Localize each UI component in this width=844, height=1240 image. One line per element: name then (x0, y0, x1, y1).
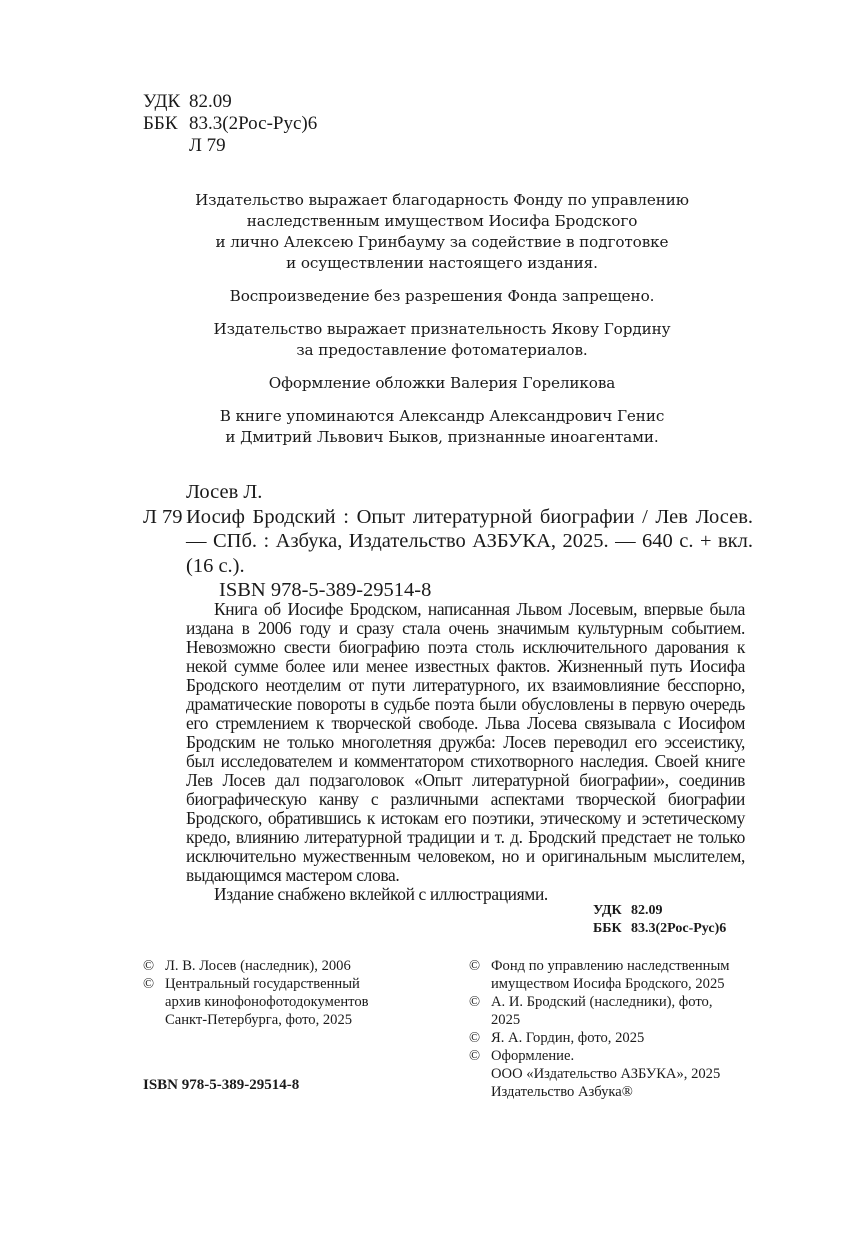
credit-line: и Дмитрий Львович Быков, признанные иноагентами. (225, 428, 659, 446)
credit-line: Воспроизведение без разрешения Фонда запрещено. (229, 287, 655, 305)
bbk-label: ББК (593, 921, 622, 936)
copyright-line: Оформление. (491, 1048, 575, 1064)
copyright-icon: © (469, 1048, 481, 1064)
credit-line: и лично Алексею Гринбауму за содействие в подготовке (215, 233, 669, 251)
copyright-text (491, 1047, 720, 1101)
copyright-right (469, 957, 769, 1101)
isbn-bottom: ISBN 978-5-389-29514-8 (143, 1077, 300, 1093)
udk-label: УДК (143, 91, 181, 112)
copyright-icon: © (143, 976, 155, 992)
copyright-text (165, 975, 369, 1029)
bbk-label: ББК (143, 113, 178, 134)
copyright-line: имуществом Иосифа Бродского, 2025 (491, 976, 725, 992)
credit-paragraph (150, 319, 734, 361)
copyright-line: 2025 (491, 1012, 521, 1028)
udk-row (593, 902, 726, 920)
card-author: Лосев Л. (186, 481, 263, 503)
bbk-row (593, 920, 726, 938)
bbk-value: 83.3(2Рос-Рус)6 (189, 113, 318, 134)
copyright-line: Фонд по управлению наследственным (491, 958, 730, 974)
card-entry (143, 505, 753, 579)
copyright-line: Л. В. Лосев (наследник), 2006 (165, 958, 351, 974)
credit-paragraph (150, 373, 734, 394)
copyright-item (469, 957, 769, 993)
credit-paragraph (150, 286, 734, 307)
annotation (186, 600, 745, 904)
udk-value: 82.09 (631, 903, 663, 918)
credits-block (150, 190, 734, 460)
copyright-icon: © (469, 994, 481, 1010)
udk-label: УДК (593, 903, 622, 918)
copyright-line: Санкт-Петербурга, фото, 2025 (165, 1012, 353, 1028)
copyright-line: Я. А. Гордин, фото, 2025 (491, 1030, 645, 1046)
card-isbn: ISBN 978-5-389-29514-8 (219, 579, 432, 601)
credit-line: и осуществлении настоящего издания. (286, 254, 598, 272)
copyright-item (469, 993, 769, 1029)
card-code: Л 79 (143, 505, 183, 528)
copyright-icon: © (143, 958, 155, 974)
author-sign: Л 79 (189, 135, 226, 156)
bbk-row (143, 113, 317, 135)
copyright-icon: © (469, 1030, 481, 1046)
copyright-text (165, 957, 351, 975)
copyright-item (469, 1047, 769, 1101)
classification-bottom (593, 902, 726, 938)
copyright-text (491, 993, 712, 1029)
copyright-line: Издательство Азбука® (491, 1084, 633, 1100)
copyright-text (491, 1029, 644, 1047)
copyright-item (469, 1029, 769, 1047)
bibliographic-card (143, 480, 753, 603)
copyright-line: архив кинофонофотодокументов (165, 994, 369, 1010)
annotation-paragraph: Издание снабжено вклейкой с иллюстрациями. (214, 884, 548, 904)
credit-paragraph (150, 406, 734, 448)
classification-top (143, 91, 317, 157)
annotation-paragraph: Книга об Иосифе Бродском, написанная Львом Лосевым, впервые была издана в 2006 году и сразу стала очень значимым культурным событием. Невозможно свести биографию поэта столь исключительного дарования к некой сумме более или менее известных фактов. Жизненный путь Иосифа Бродского неотделим от пути литературного, их взаимовлияние бесспорно, драматические повороты в судьбе поэта были обусловлены в первую очередь его стремлением к творческой свободе. Льва Лосева связывала с Иосифом Бродским не только многолетняя дружба: Лосев переводил его эссеистику, был исследователем и комментатором стихотворного наследия. Своей книге Лев Лосев дал подзаголовок «Опыт литературной биографии», соединив биографическую канву с различными аспектами творческой биографии Бродского, обратившись к истокам его поэтики, этическому и эстетическому кредо, влиянию литературной традиции и т. д. Бродский предстает не только исключительно мужественным человеком, но и оригинальным мыслителем, выдающимся мастером слова. (186, 599, 745, 885)
copyright-text (491, 957, 730, 993)
copyright-item (143, 957, 443, 975)
copyright-line: Центральный государственный (165, 976, 360, 992)
copyright-line: А. И. Бродский (наследники), фото, (491, 994, 713, 1010)
udk-value: 82.09 (189, 91, 232, 112)
credit-line: Издательство выражает благодарность Фонду по управлению (195, 191, 689, 209)
bbk-value: 83.3(2Рос-Рус)6 (631, 921, 727, 936)
copyright-line: ООО «Издательство АЗБУКА», 2025 (491, 1066, 721, 1082)
credit-line: Оформление обложки Валерия Гореликова (268, 374, 616, 392)
credit-line: наследственным имуществом Иосифа Бродского (246, 212, 638, 230)
credit-line: В книге упоминаются Александр Александрович Генис (219, 407, 665, 425)
credit-paragraph (150, 190, 734, 274)
udk-row (143, 91, 317, 113)
copyright-item (143, 975, 443, 1029)
copyright-icon: © (469, 958, 481, 974)
credit-line: Издательство выражает признательность Якову Гордину (213, 320, 671, 338)
card-entry-text: Иосиф Бродский : Опыт литературной биографии / Лев Лосев. — СПб. : Азбука, Издательство АЗБУКА, 2025. — 640 с. + вкл. (16 с.). (186, 505, 753, 577)
copyright-left (143, 957, 443, 1029)
credit-line: за предоставление фотоматериалов. (296, 341, 588, 359)
